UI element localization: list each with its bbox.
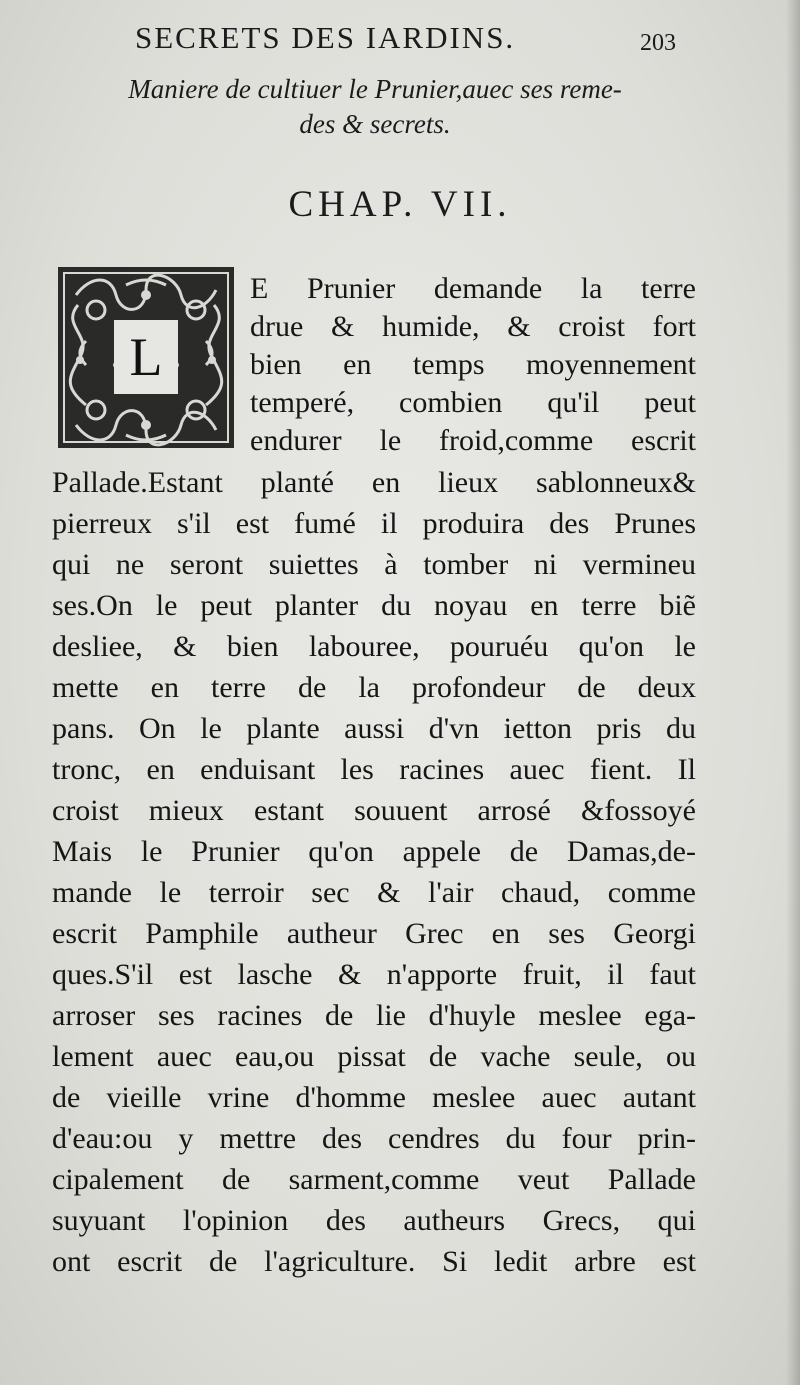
text-line: escrit Pamphile autheur Grec en ses Georgi xyxy=(52,917,696,950)
text-line: Mais le Prunier qu'on appele de Damas,de- xyxy=(52,835,696,868)
text-line: mette en terre de la profondeur de deux xyxy=(52,671,696,704)
text-line: de vieille vrine d'homme meslee auec autant xyxy=(52,1081,696,1114)
chapter-heading: CHAP. VII. xyxy=(288,184,512,225)
text-line: d'eau:ou y mettre des cendres du four prin- xyxy=(52,1122,696,1155)
text-line: temperé, combien qu'il peut xyxy=(250,386,696,419)
running-head: SECRETS DES IARDINS. xyxy=(135,20,516,55)
text-line: E Prunier demande la terre xyxy=(250,272,696,305)
text-line: pans. On le plante aussi d'vn ietton pris du xyxy=(52,712,696,745)
text-line: ont escrit de l'agriculture. Si ledit arbre est xyxy=(52,1245,696,1278)
text-line: ques.S'il est lasche & n'apporte fruit, il faut xyxy=(52,958,696,991)
text-line: pierreux s'il est fumé il produira des Prunes xyxy=(52,507,696,540)
text-line: drue & humide, & croist fort xyxy=(250,310,696,343)
text-line: mande le terroir sec & l'air chaud, comme xyxy=(52,876,696,909)
text-line: cipalement de sarment,comme veut Pallade xyxy=(52,1163,696,1196)
text-line: lement auec eau,ou pissat de vache seule, ou xyxy=(52,1040,696,1073)
text-line: tronc, en enduisant les racines auec fient. Il xyxy=(52,753,696,786)
text-line: qui ne seront suiettes à tomber ni vermineu xyxy=(52,548,696,581)
text-line: endurer le froid,comme escrit xyxy=(250,424,696,457)
chapter-title-line-2: des & secrets. xyxy=(299,109,451,139)
chapter-title-line-1: Maniere de cultiuer le Prunier,auec ses reme- xyxy=(128,74,622,104)
text-line: Pallade.Estant planté en lieux sablonneux& xyxy=(52,466,696,499)
text-line: croist mieux estant souuent arrosé &fossoyé xyxy=(52,794,696,827)
text-line: ses.On le peut planter du noyau en terre biẽ xyxy=(52,589,696,622)
text-line: suyuant l'opinion des autheurs Grecs, qui xyxy=(52,1204,696,1237)
text-line: bien en temps moyennement xyxy=(250,348,696,381)
text-line: desliee, & bien labouree, pouruéu qu'on le xyxy=(52,630,696,663)
text-line: arroser ses racines de lie d'huyle meslee ega- xyxy=(52,999,696,1032)
page-number: 203 xyxy=(640,30,676,56)
drop-cap-letter: L xyxy=(114,320,178,394)
